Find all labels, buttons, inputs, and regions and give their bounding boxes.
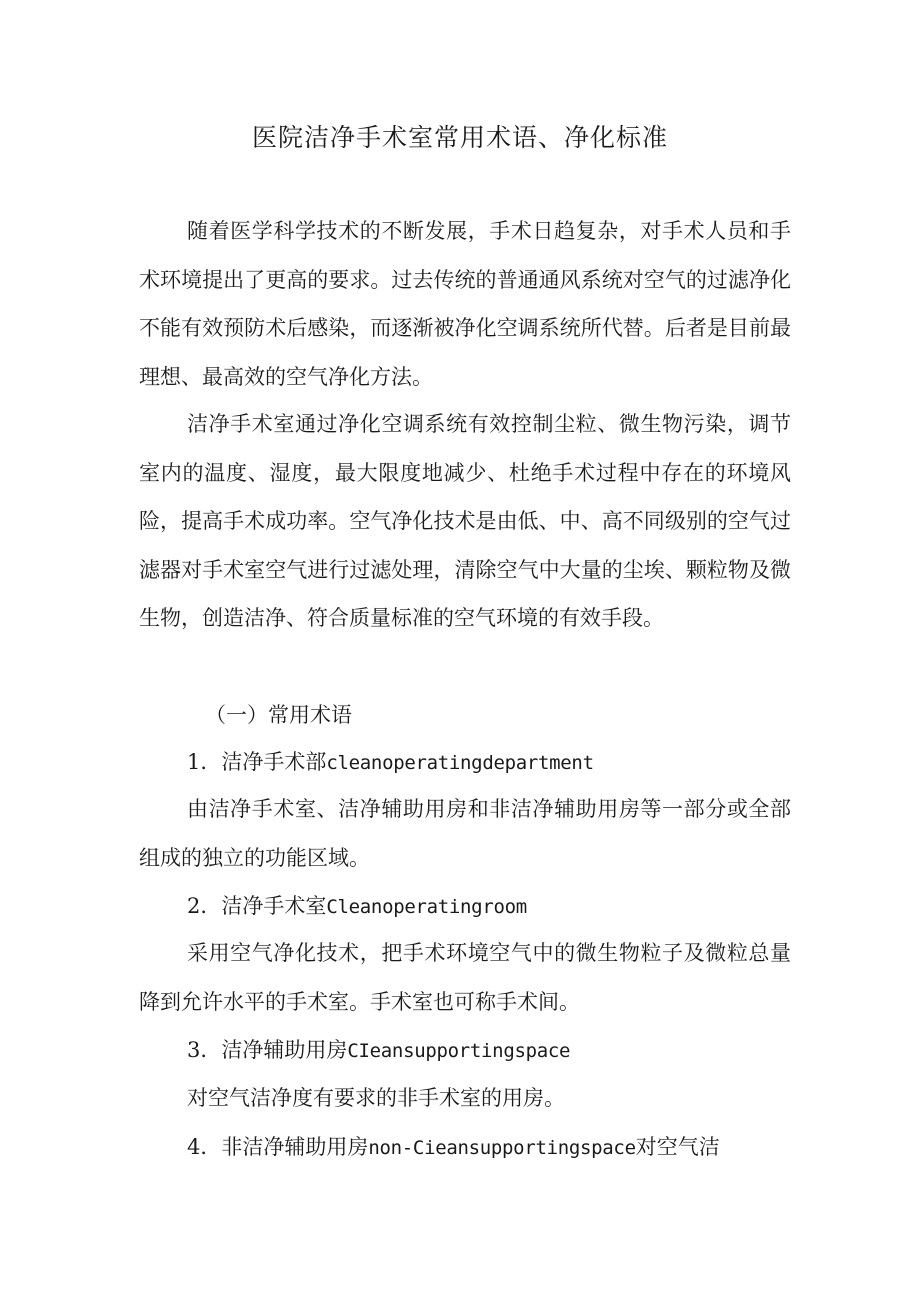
term-definition: 由洁净手术室、洁净辅助用房和非洁净辅助用房等一部分或全部组成的独立的功能区域。 [139, 797, 791, 870]
term-number: 1． [187, 750, 222, 774]
page-title: 医院洁净手术室常用术语、净化标准 [251, 123, 668, 152]
term-heading [187, 1132, 720, 1163]
term-number: 2． [187, 894, 222, 918]
term-definition: 对空气洁 [635, 1135, 720, 1159]
term-definition: 对空气洁净度有要求的非手术室的用房。 [187, 1086, 565, 1110]
intro-paragraph-2: 洁净手术室通过净化空调系统有效控制尘粒、微生物污染，调节室内的温度、湿度，最大限度地减少、杜绝手术过程中存在的环境风险，提高手术成功率。空气净化技术是由低、中、高不同级别的空气过滤器对手术室空气进行过滤处理，清除空气中大量的尘埃、颗粒物及微生物，创造洁净、符合质量标准的空气环境的有效手段。 [139, 412, 791, 630]
term-heading [187, 891, 527, 922]
intro-paragraph-1: 随着医学科学技术的不断发展，手术日趋复杂，对手术人员和手术环境提出了更高的要求。过去传统的普通通风系统对空气的过滤净化不能有效预防术后感染，而逐渐被净化空调系统所代替。后者是目前最理想、最高效的空气净化方法。 [139, 219, 791, 389]
term-heading [187, 747, 594, 778]
section-heading: （一）常用术语 [205, 703, 352, 727]
term-definition: 采用空气净化技术，把手术环境空气中的微生物粒子及微粒总量降到允许水平的手术室。手术室也可称手术间。 [139, 941, 791, 1014]
term-heading [187, 1035, 570, 1066]
term-name-cn: 洁净辅助用房 [221, 1038, 348, 1062]
term-number: 3． [187, 1038, 222, 1062]
term-name-cn: 洁净手术部 [221, 750, 327, 774]
term-name-en: non-Cieansupportingspace [368, 1137, 636, 1159]
term-name-en: cleanoperatingdepartment [326, 752, 594, 774]
term-number: 4． [187, 1135, 222, 1159]
term-name-cn: 洁净手术室 [221, 894, 327, 918]
term-name-en: CIeansupportingspace [347, 1040, 571, 1062]
term-name-en: Cleanoperatingroom [326, 896, 527, 918]
term-name-cn: 非洁净辅助用房 [221, 1135, 369, 1159]
